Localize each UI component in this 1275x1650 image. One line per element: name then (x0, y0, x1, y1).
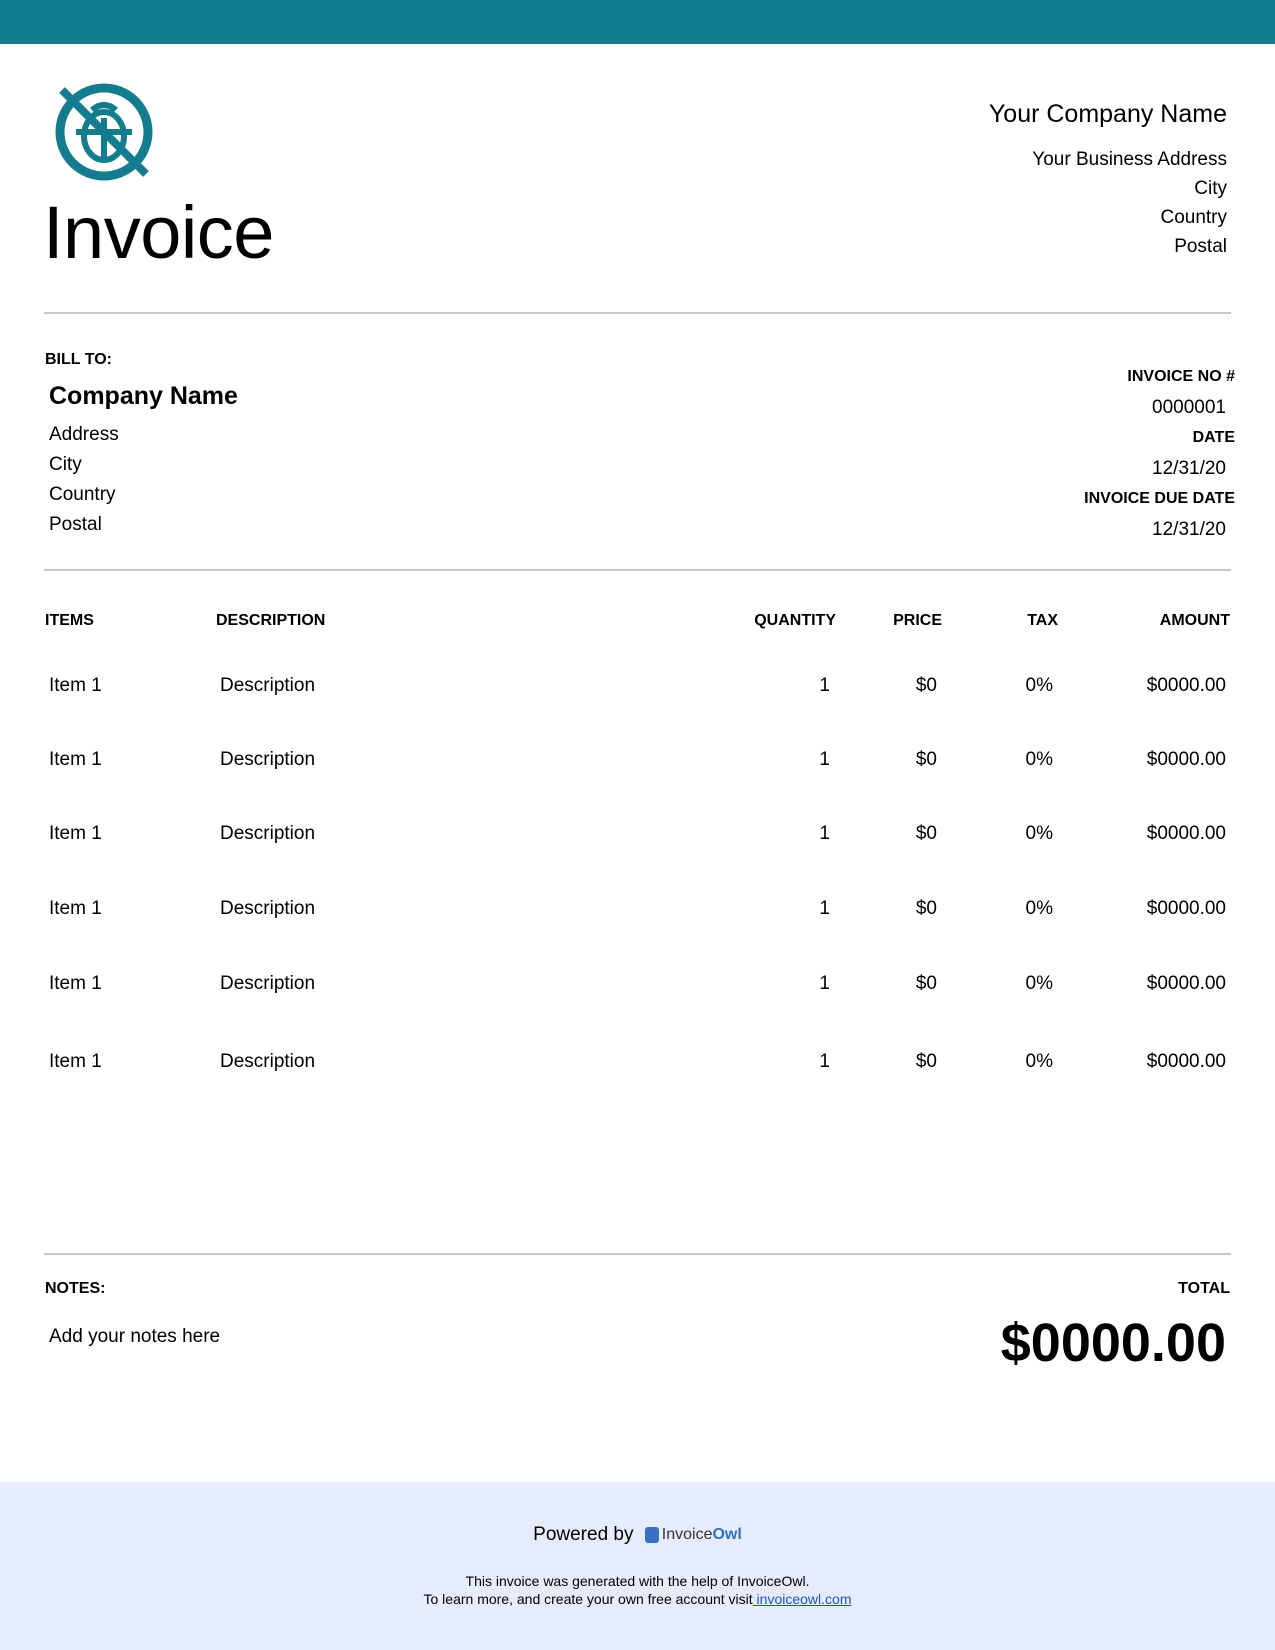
total-label: TOTAL (1178, 1280, 1230, 1297)
invoiceowl-link[interactable]: invoiceowl.com (752, 1591, 852, 1607)
company-name: Your Company Name (988, 100, 1227, 128)
row-amount: $0000.00 (1146, 898, 1226, 919)
powered-by (0, 1524, 1275, 1546)
row-amount: $0000.00 (1146, 973, 1226, 994)
row-price: $0 (915, 823, 937, 844)
divider (44, 312, 1231, 314)
brand-wordmark: InvoiceOwl (661, 1525, 742, 1543)
row-tax: 0% (1025, 749, 1053, 770)
row-description: Description (220, 675, 316, 696)
bill-to-country: Country (49, 484, 116, 505)
header-tax: TAX (1027, 612, 1058, 629)
notes-label: NOTES: (45, 1280, 106, 1297)
total-value: $0000.00 (1000, 1313, 1226, 1373)
invoice-meta (1084, 362, 1235, 545)
row-amount: $0000.00 (1146, 823, 1226, 844)
table-row (0, 973, 1275, 1003)
footer-line-2 (0, 1591, 1275, 1607)
due-date-label: INVOICE DUE DATE (1084, 490, 1235, 507)
row-item: Item 1 (49, 973, 102, 994)
company-postal: Postal (1174, 236, 1227, 257)
row-tax: 0% (1025, 973, 1053, 994)
row-quantity: 1 (819, 898, 830, 919)
footer (0, 1482, 1275, 1650)
invoice-no-label: INVOICE NO # (1127, 368, 1235, 385)
divider (44, 1253, 1231, 1255)
divider (44, 569, 1231, 571)
row-description: Description (220, 749, 316, 770)
row-item: Item 1 (49, 749, 102, 770)
invoice-no: 0000001 (1152, 397, 1226, 418)
row-quantity: 1 (819, 1051, 830, 1072)
invoice-date: 12/31/20 (1152, 458, 1226, 479)
notes-text: Add your notes here (49, 1326, 221, 1347)
row-quantity: 1 (819, 675, 830, 696)
row-amount: $0000.00 (1146, 1051, 1226, 1072)
owl-icon (645, 1527, 659, 1543)
header-amount: AMOUNT (1159, 612, 1230, 629)
row-amount: $0000.00 (1146, 749, 1226, 770)
header-price: PRICE (893, 612, 942, 629)
row-price: $0 (915, 1051, 937, 1072)
row-price: $0 (915, 973, 937, 994)
row-quantity: 1 (819, 973, 830, 994)
row-item: Item 1 (49, 675, 102, 696)
table-row (0, 1051, 1275, 1081)
footer-line-1: This invoice was generated with the help of InvoiceOwl. (465, 1573, 810, 1589)
row-item: Item 1 (49, 898, 102, 919)
table-row (0, 749, 1275, 779)
bill-to-company: Company Name (49, 382, 238, 410)
powered-by-label: Powered by (533, 1524, 634, 1545)
table-row (0, 675, 1275, 705)
row-description: Description (220, 973, 316, 994)
row-price: $0 (915, 675, 937, 696)
bug-crossed-circle-icon (52, 80, 156, 184)
row-tax: 0% (1025, 675, 1053, 696)
row-price: $0 (915, 898, 937, 919)
due-date: 12/31/20 (1152, 519, 1226, 540)
header-description: DESCRIPTION (216, 612, 326, 629)
row-price: $0 (915, 749, 937, 770)
company-address: Your Business Address (1032, 149, 1227, 170)
row-description: Description (220, 898, 316, 919)
row-quantity: 1 (819, 823, 830, 844)
row-quantity: 1 (819, 749, 830, 770)
header-quantity: QUANTITY (754, 612, 836, 629)
company-city: City (1194, 178, 1227, 199)
company-country: Country (1160, 207, 1227, 228)
bill-to-city: City (49, 454, 82, 475)
bill-to-postal: Postal (49, 514, 102, 535)
row-amount: $0000.00 (1146, 675, 1226, 696)
table-row (0, 823, 1275, 853)
bill-to-address-block (49, 420, 119, 540)
row-item: Item 1 (49, 823, 102, 844)
row-description: Description (220, 1051, 316, 1072)
row-tax: 0% (1025, 1051, 1053, 1072)
company-info (989, 100, 1227, 261)
invoiceowl-logo[interactable] (645, 1526, 742, 1544)
bill-to-address: Address (49, 424, 119, 445)
row-tax: 0% (1025, 823, 1053, 844)
invoice-title: Invoice (43, 191, 274, 274)
header-items: ITEMS (45, 612, 94, 629)
date-label: DATE (1192, 429, 1235, 446)
row-tax: 0% (1025, 898, 1053, 919)
top-accent-bar (0, 0, 1275, 44)
row-item: Item 1 (49, 1051, 102, 1072)
row-description: Description (220, 823, 316, 844)
footer-line-2-text: To learn more, and create your own free account visit (423, 1591, 753, 1607)
bill-to-label: BILL TO: (45, 351, 112, 368)
table-row (0, 898, 1275, 928)
